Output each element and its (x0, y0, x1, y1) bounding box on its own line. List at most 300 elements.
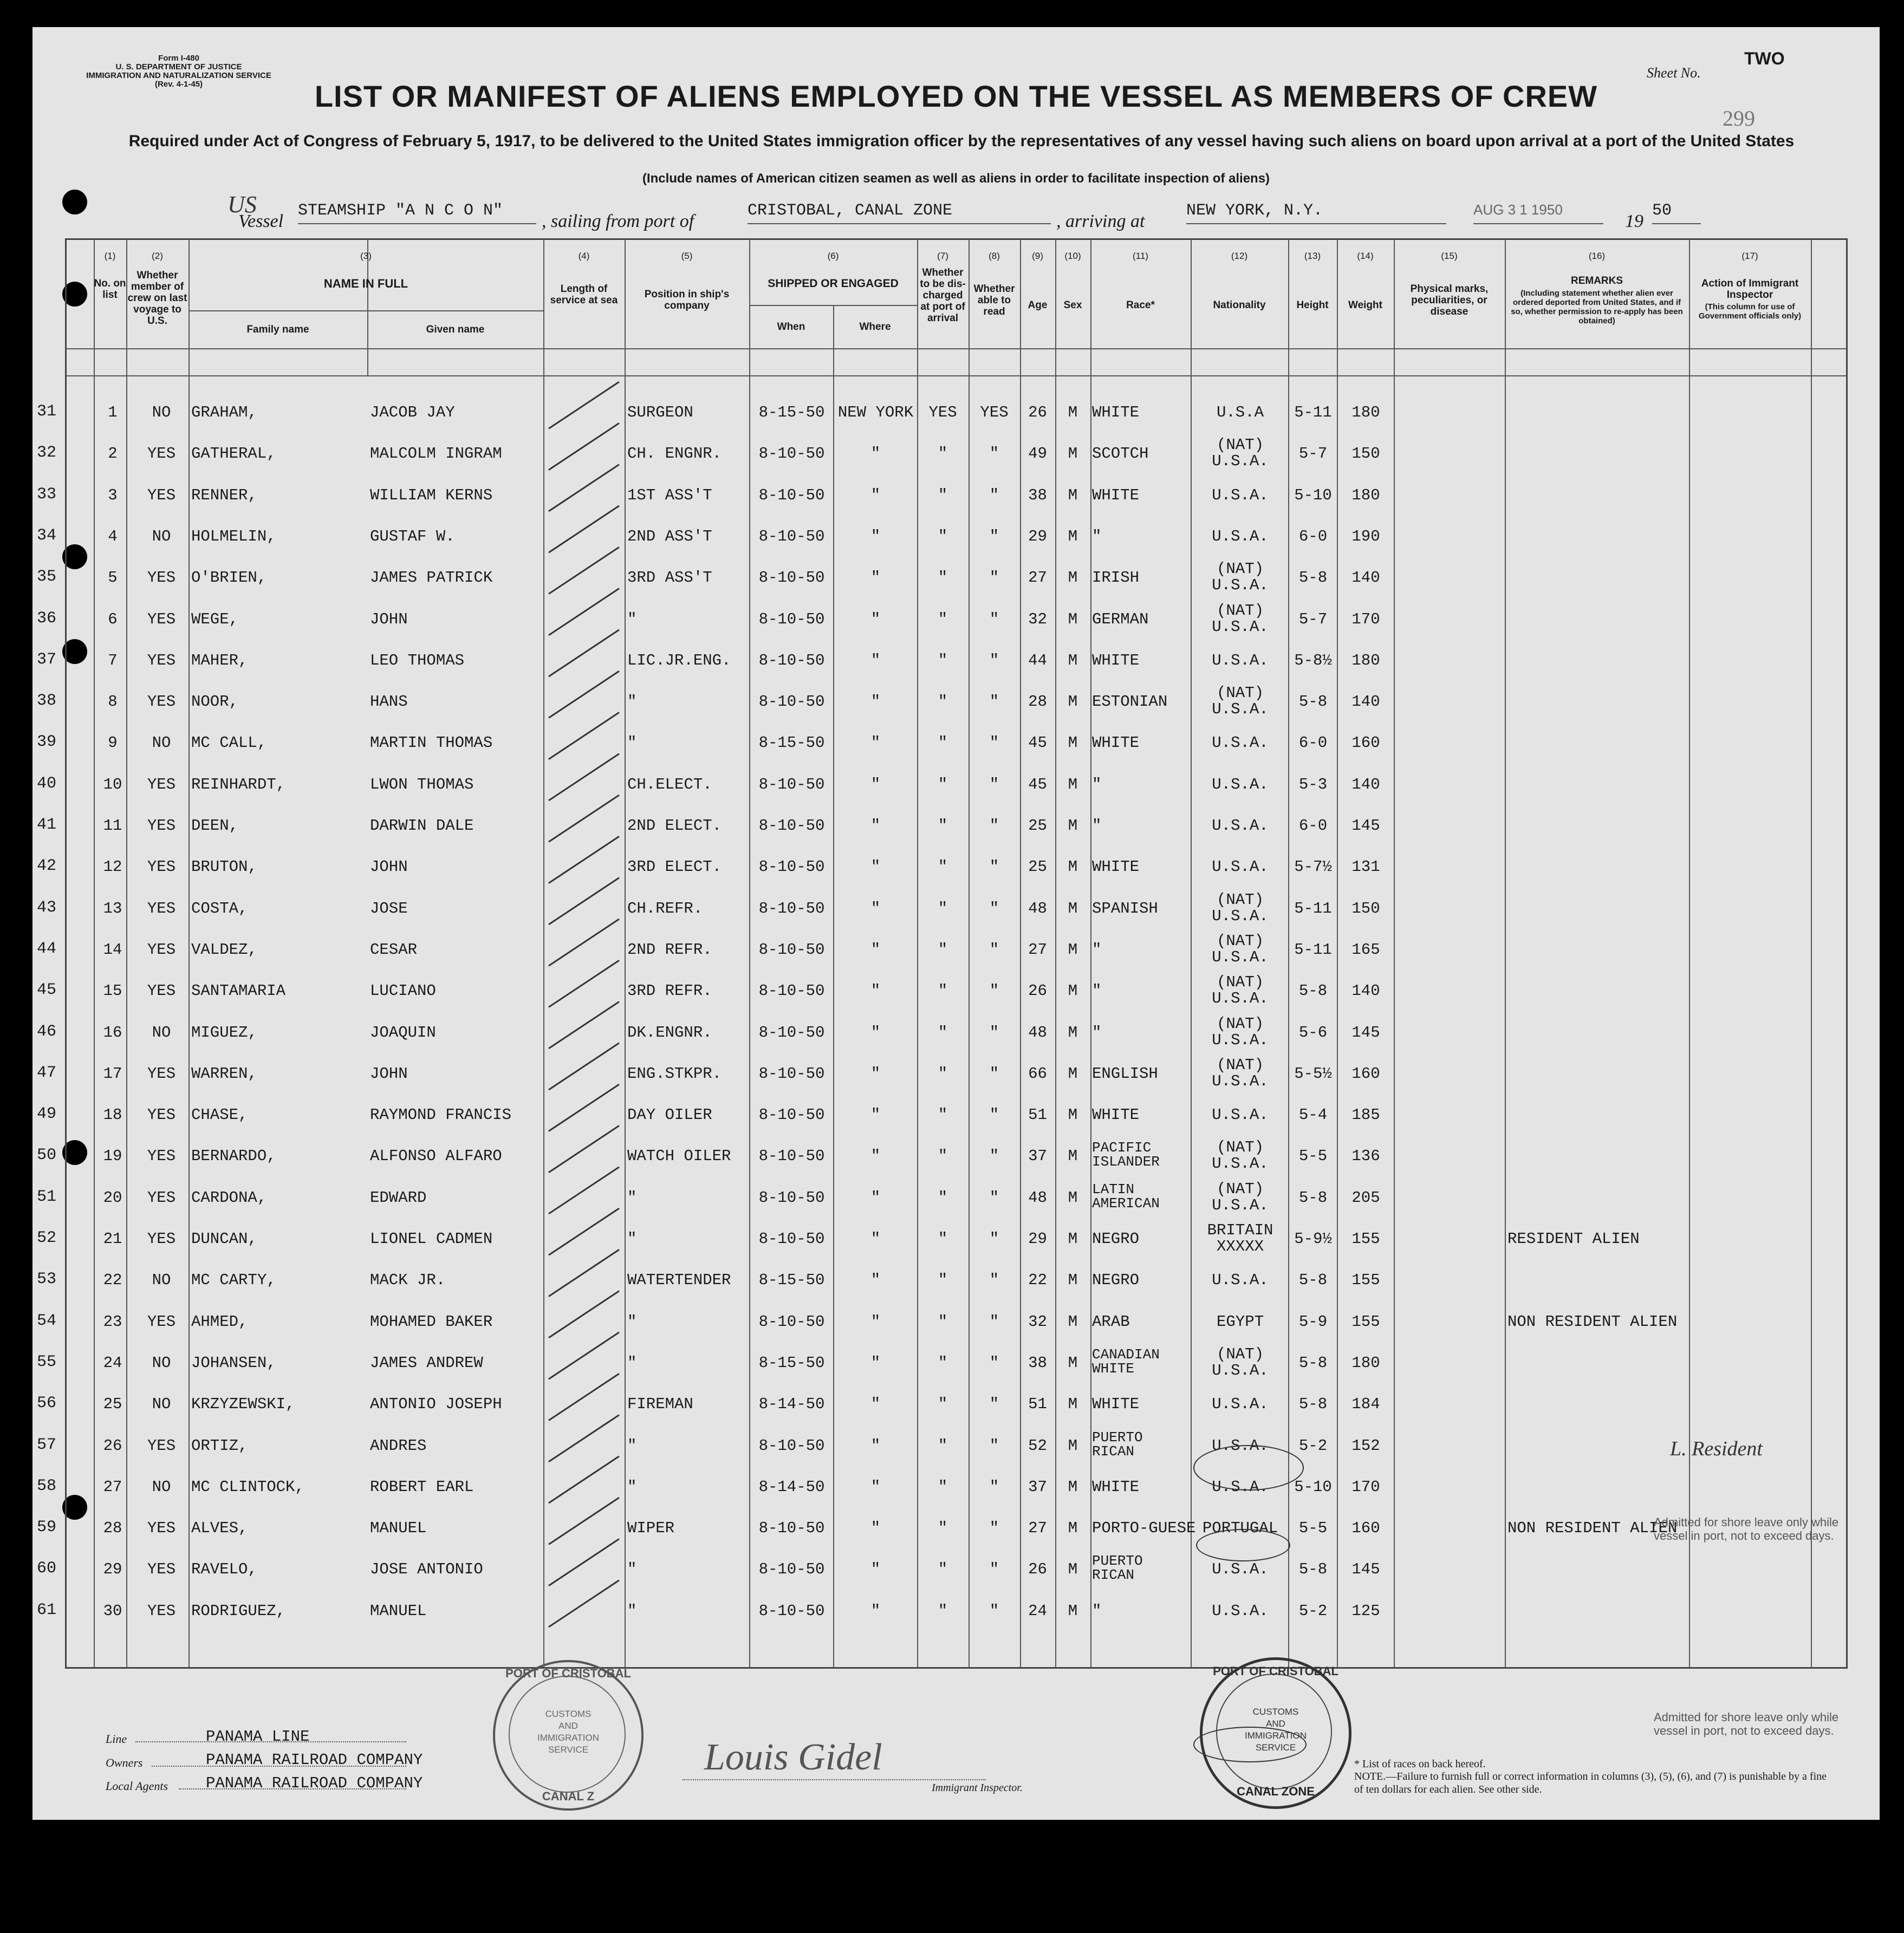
margin-number: 32 (37, 444, 57, 463)
cell-where: " (870, 1519, 881, 1538)
cell-age: 51 (1028, 1106, 1047, 1124)
cell-given: GUSTAF W. (370, 527, 455, 545)
cell-family: MC CARTY, (191, 1271, 276, 1290)
cell-family: MC CLINTOCK, (191, 1478, 304, 1496)
cell-sex: M (1068, 403, 1078, 421)
cell-when: 8-10-50 (758, 1602, 825, 1620)
cell-position: DK.ENGNR. (627, 1023, 712, 1042)
cell-read: " (989, 486, 999, 504)
cell-discharged: " (938, 610, 948, 628)
customs-seal (493, 1660, 644, 1811)
cell-age: 25 (1028, 858, 1047, 876)
cell-nationality-note: (NAT) (1216, 601, 1264, 620)
cell-when: 8-10-50 (758, 651, 825, 669)
cell-sex: M (1068, 1023, 1078, 1042)
table-row (37, 1135, 1846, 1176)
table-row (37, 764, 1846, 805)
cell-given: JOAQUIN (370, 1023, 436, 1042)
cell-no: 16 (103, 1023, 122, 1042)
circled-nationality (1196, 1529, 1290, 1561)
cell-when: 8-10-50 (758, 1064, 825, 1083)
cell-discharged: " (938, 569, 948, 587)
cell-sex: M (1068, 1353, 1078, 1372)
cell-read: " (989, 1519, 999, 1538)
header-shipped-engaged: SHIPPED OR ENGAGED (768, 277, 899, 290)
cell-position: 1ST ASS'T (627, 486, 712, 504)
cell-given: JOHN (370, 858, 408, 876)
cell-weight: 155 (1351, 1230, 1380, 1248)
header-length-service: Length of service at sea (550, 283, 618, 306)
cell-no: 20 (103, 1188, 122, 1207)
col-number: (4) (578, 251, 590, 261)
cell-read: " (989, 1560, 999, 1579)
cell-nationality-note: (NAT) (1216, 436, 1264, 454)
cell-discharged: " (938, 1353, 948, 1372)
table-row (37, 433, 1846, 474)
cell-where: " (870, 817, 881, 835)
sheet-number-label: Sheet No. (1647, 65, 1701, 81)
col-number: (1) (104, 251, 116, 261)
cell-family: BRUTON, (191, 858, 257, 876)
cell-prev: YES (147, 610, 176, 628)
cell-family: CHASE, (191, 1106, 248, 1124)
margin-number: 45 (37, 981, 57, 1000)
col-number: (12) (1231, 251, 1248, 261)
cell-race: NEGRO (1092, 1230, 1140, 1248)
margin-number: 56 (37, 1394, 57, 1413)
margin-number: 49 (37, 1105, 57, 1124)
cell-when: 8-15-50 (758, 403, 825, 421)
form-number: Form I-480 (158, 54, 199, 63)
cell-family: COSTA, (191, 899, 248, 917)
header-remarks: REMARKS (1570, 275, 1623, 287)
table-row (37, 1053, 1846, 1094)
cell-given: RAYMOND FRANCIS (370, 1106, 512, 1124)
cell-family: RODRIGUEZ, (191, 1602, 286, 1620)
cell-age: 27 (1028, 940, 1047, 959)
cell-where: " (870, 1147, 881, 1166)
cell-age: 26 (1028, 982, 1047, 1000)
cell-where: " (870, 610, 881, 628)
cell-position: " (627, 1560, 637, 1579)
col-number: (14) (1357, 251, 1374, 261)
table-row (37, 970, 1846, 1011)
cell-given: MOHAMED BAKER (370, 1312, 493, 1331)
cell-read: " (989, 1147, 999, 1166)
cell-race: NEGRO (1092, 1271, 1140, 1290)
cell-position: " (627, 1602, 637, 1620)
cell-position: 3RD REFR. (627, 982, 712, 1000)
cell-nationality-note: (NAT) (1216, 890, 1264, 909)
col-number: (11) (1133, 251, 1148, 261)
cell-nationality: U.S.A. (1212, 452, 1269, 471)
cell-sex: M (1068, 610, 1078, 628)
cell-position: ENG.STKPR. (627, 1064, 722, 1083)
cell-position: 2ND ASS'T (627, 527, 712, 545)
margin-number: 34 (37, 526, 57, 545)
cell-nationality: U.S.A. (1212, 576, 1269, 595)
sheet-number-value: TWO (1744, 49, 1785, 68)
cell-when: 8-14-50 (758, 1395, 825, 1414)
cell-race: LATIN AMERICAN (1092, 1181, 1160, 1212)
cell-when: 8-10-50 (758, 775, 825, 793)
cell-position: 3RD ASS'T (627, 569, 712, 587)
cell-when: 8-10-50 (758, 445, 825, 463)
cell-read: " (989, 1436, 999, 1455)
cell-sex: M (1068, 1436, 1078, 1455)
cell-where: " (870, 1395, 881, 1414)
cell-given: LEO THOMAS (370, 651, 465, 669)
cell-age: 32 (1028, 1312, 1047, 1331)
cell-read: " (989, 982, 999, 1000)
cell-age: 66 (1028, 1064, 1047, 1083)
table-row (37, 598, 1846, 640)
col-number: (13) (1304, 251, 1321, 261)
cell-height: 5-7 (1298, 610, 1328, 628)
cell-height: 5-11 (1294, 403, 1332, 421)
cell-nationality-note: (NAT) (1216, 560, 1264, 578)
cell-sex: M (1068, 651, 1078, 669)
cell-nationality-note: (NAT) (1216, 1345, 1264, 1363)
cell-sex: M (1068, 1147, 1078, 1166)
col-number: (17) (1741, 251, 1758, 261)
cell-height: 5-6 (1298, 1023, 1328, 1042)
cell-position: " (627, 1353, 637, 1372)
cell-discharged: " (938, 1312, 948, 1331)
arriving-label: , arriving at (1056, 211, 1145, 231)
cell-no: 7 (108, 651, 118, 669)
cell-remarks: RESIDENT ALIEN (1507, 1230, 1640, 1248)
cell-when: 8-10-50 (758, 486, 825, 504)
cell-family: JOHANSEN, (191, 1353, 276, 1372)
cell-discharged: " (938, 1271, 948, 1290)
cell-read: " (989, 527, 999, 545)
cell-race: ESTONIAN (1092, 693, 1168, 711)
cell-prev: YES (147, 899, 176, 917)
cell-sex: M (1068, 1478, 1078, 1496)
cell-nationality: U.S.A. (1212, 1031, 1269, 1049)
cell-family: REINHARDT, (191, 775, 286, 793)
cell-remarks: NON RESIDENT ALIEN (1507, 1519, 1678, 1538)
cell-where: " (870, 775, 881, 793)
seal-middle-text: CUSTOMS AND IMMIGRATION SERVICE (537, 1709, 599, 1755)
cell-sex: M (1068, 1602, 1078, 1620)
header-nationality: Nationality (1213, 300, 1266, 311)
cell-height: 6-0 (1298, 527, 1328, 545)
cell-sex: M (1068, 486, 1078, 504)
cell-where: " (870, 1560, 881, 1579)
table-row (37, 392, 1846, 433)
table-row (37, 1177, 1846, 1218)
cell-prev: NO (152, 734, 171, 752)
page-subtitle: Required under Act of Congress of February 5, 1917, to be delivered to the United States immigration officer by the representatives of any vessel having such aliens on board upon arrival at a port of the United States (128, 132, 1795, 150)
cell-read: " (989, 817, 999, 835)
cell-discharged: " (938, 982, 948, 1000)
cell-family: GATHERAL, (191, 445, 276, 463)
col-number: (9) (1032, 251, 1043, 261)
cell-read: " (989, 1478, 999, 1496)
agents-value: PANAMA RAILROAD COMPANY (206, 1774, 423, 1792)
cell-weight: 131 (1351, 858, 1380, 876)
cell-race: WHITE (1092, 858, 1140, 876)
sailing-port: CRISTOBAL, CANAL ZONE (748, 201, 1051, 224)
seal-bottom-text: CANAL Z (542, 1789, 595, 1803)
handwritten-us: US (228, 191, 257, 218)
cell-where: " (870, 693, 881, 711)
cell-nationality: U.S.A. (1212, 1602, 1269, 1620)
cell-discharged: " (938, 899, 948, 917)
cell-where: " (870, 1602, 881, 1620)
cell-discharged: " (938, 1064, 948, 1083)
cell-race: SCOTCH (1092, 445, 1149, 463)
cell-height: 5-9 (1298, 1312, 1328, 1331)
margin-number: 54 (37, 1311, 57, 1330)
cell-position: WATERTENDER (627, 1271, 731, 1290)
cell-where: " (870, 1353, 881, 1372)
cell-prev: YES (147, 1106, 176, 1124)
cell-age: 24 (1028, 1602, 1047, 1620)
form-revision: (Rev. 4-1-45) (154, 80, 203, 89)
cell-where: " (870, 734, 881, 752)
service-name: IMMIGRATION AND NATURALIZATION SERVICE (86, 71, 271, 80)
cell-family: RAVELO, (191, 1560, 257, 1579)
seal-top-text: PORT OF CRISTOBAL (1213, 1664, 1338, 1678)
cell-position: DAY OILER (627, 1106, 712, 1124)
table-row (37, 1259, 1846, 1300)
cell-nationality: U.S.A. (1212, 1155, 1269, 1173)
cell-nationality: U.S.A. (1212, 486, 1269, 504)
cell-sex: M (1068, 1395, 1078, 1414)
cell-no: 17 (103, 1064, 122, 1083)
cell-where: " (870, 569, 881, 587)
cell-when: 8-10-50 (758, 1023, 825, 1042)
cell-race: PACIFIC ISLANDER (1092, 1140, 1160, 1170)
col-number: (5) (681, 251, 693, 261)
cell-position: LIC.JR.ENG. (627, 651, 731, 669)
cell-sex: M (1068, 569, 1078, 587)
header-able-to-read: Whether able to read (973, 283, 1015, 317)
cell-nationality: U.S.A. (1212, 700, 1269, 719)
cell-height: 5-2 (1298, 1436, 1328, 1455)
cell-when: 8-10-50 (758, 858, 825, 876)
cell-family: O'BRIEN, (191, 569, 267, 587)
cell-age: 48 (1028, 1188, 1047, 1207)
cell-where: " (870, 982, 881, 1000)
cell-height: 5-3 (1298, 775, 1328, 793)
cell-age: 27 (1028, 1519, 1047, 1538)
cell-race: " (1092, 817, 1102, 835)
cell-nationality: U.S.A. (1212, 651, 1269, 669)
cell-family: HOLMELIN, (191, 527, 276, 545)
cell-nationality: U.S.A. (1212, 907, 1269, 925)
cell-read: " (989, 1602, 999, 1620)
cell-where: " (870, 1478, 881, 1496)
cell-prev: YES (147, 1064, 176, 1083)
cell-weight: 170 (1351, 610, 1380, 628)
table-row (37, 1342, 1846, 1383)
cell-nationality-note: (NAT) (1216, 684, 1264, 702)
cell-read: " (989, 1312, 999, 1331)
cell-discharged: " (938, 858, 948, 876)
cell-no: 18 (103, 1106, 122, 1124)
page-subnote: (Include names of American citizen seamen as well as aliens in order to facilitate inspection of aliens) (642, 171, 1270, 186)
cell-nationality: U.S.A. (1212, 1196, 1269, 1214)
cell-when: 8-10-50 (758, 940, 825, 959)
col-number: (16) (1588, 251, 1606, 261)
punch-hole (62, 190, 87, 214)
cell-height: 5-8 (1298, 569, 1328, 587)
cell-family: WEGE, (191, 610, 239, 628)
cell-sex: M (1068, 899, 1078, 917)
seal-bottom-text: CANAL ZONE (1237, 1785, 1315, 1798)
cell-race: WHITE (1092, 1395, 1140, 1414)
margin-number: 31 (37, 402, 57, 421)
cell-family: MAHER, (191, 651, 248, 669)
cell-given: WILLIAM KERNS (370, 486, 493, 504)
cell-prev: YES (147, 775, 176, 793)
cell-prev: YES (147, 1312, 176, 1331)
table-row (37, 557, 1846, 598)
cell-nationality: EGYPT (1216, 1312, 1264, 1331)
cell-when: 8-10-50 (758, 1560, 825, 1579)
margin-number: 41 (37, 816, 57, 834)
cell-weight: 180 (1351, 651, 1380, 669)
cell-weight: 180 (1351, 403, 1380, 421)
cell-given: JOSE ANTONIO (370, 1560, 483, 1579)
cell-weight: 170 (1351, 1478, 1380, 1496)
table-row (37, 1094, 1846, 1135)
margin-number: 59 (37, 1518, 57, 1537)
header-discharged: Whether to be dis-charged at port of arrival (920, 267, 966, 324)
cell-no: 30 (103, 1602, 122, 1620)
margin-number: 39 (37, 733, 57, 752)
cell-when: 8-10-50 (758, 527, 825, 545)
cell-sex: M (1068, 734, 1078, 752)
cell-given: LWON THOMAS (370, 775, 474, 793)
cell-discharged: " (938, 734, 948, 752)
cell-race: ARAB (1092, 1312, 1130, 1331)
cell-age: 38 (1028, 486, 1047, 504)
header-age: Age (1028, 300, 1048, 311)
table-row (37, 888, 1846, 929)
cell-given: MANUEL (370, 1602, 427, 1620)
cell-given: MARTIN THOMAS (370, 734, 493, 752)
cell-age: 27 (1028, 569, 1047, 587)
cell-height: 5-5½ (1294, 1064, 1332, 1083)
cell-read: " (989, 1230, 999, 1248)
margin-number: 60 (37, 1559, 57, 1578)
cell-discharged: " (938, 1436, 948, 1455)
owners-value: PANAMA RAILROAD COMPANY (206, 1751, 423, 1769)
cell-given: JOHN (370, 1064, 408, 1083)
cell-weight: 155 (1351, 1271, 1380, 1290)
cell-given: CESAR (370, 940, 418, 959)
cell-nationality-note: (NAT) (1216, 973, 1264, 992)
col-number: (10) (1064, 251, 1081, 261)
cell-no: 5 (108, 569, 118, 587)
cell-when: 8-15-50 (758, 734, 825, 752)
table-row (37, 722, 1846, 763)
shore-leave-stamp: Admitted for shore leave only while vessel in port, not to exceed days. (1654, 1515, 1839, 1543)
cell-nationality: U.S.A. (1212, 1361, 1269, 1379)
cell-weight: 145 (1351, 817, 1380, 835)
cell-nationality: U.S.A. (1212, 1478, 1269, 1496)
cell-position: FIREMAN (627, 1395, 693, 1414)
cell-prev: NO (152, 527, 171, 545)
cell-read: " (989, 1023, 999, 1042)
header-height: Height (1296, 300, 1329, 311)
cell-where: " (870, 486, 881, 504)
cell-given: MANUEL (370, 1519, 427, 1538)
cell-height: 5-8 (1298, 1271, 1328, 1290)
cell-sex: M (1068, 693, 1078, 711)
cell-read: " (989, 734, 999, 752)
cell-when: 8-15-50 (758, 1271, 825, 1290)
cell-discharged: " (938, 486, 948, 504)
cell-weight: 140 (1351, 982, 1380, 1000)
cell-family: DUNCAN, (191, 1230, 257, 1248)
cell-prev: NO (152, 1478, 171, 1496)
cell-prev: NO (152, 403, 171, 421)
cell-read: " (989, 775, 999, 793)
year-value: 50 (1652, 201, 1701, 224)
cell-where: " (870, 1106, 881, 1124)
cell-sex: M (1068, 1106, 1078, 1124)
cell-race: " (1092, 775, 1102, 793)
cell-prev: YES (147, 940, 176, 959)
cell-position: " (627, 1312, 637, 1331)
arrival-date-stamp: AUG 3 1 1950 (1473, 201, 1603, 224)
margin-number: 51 (37, 1187, 57, 1206)
cell-no: 12 (103, 858, 122, 876)
cell-age: 32 (1028, 610, 1047, 628)
cell-family: SANTAMARIA (191, 982, 286, 1000)
cell-race: SPANISH (1092, 899, 1158, 917)
cell-no: 11 (103, 817, 122, 835)
cell-race: WHITE (1092, 1478, 1140, 1496)
cell-sex: M (1068, 1188, 1078, 1207)
cell-read: " (989, 858, 999, 876)
cell-position: 2ND ELECT. (627, 817, 722, 835)
cell-height: 5-5 (1298, 1147, 1328, 1166)
cell-race: CANADIAN WHITE (1092, 1346, 1160, 1377)
cell-discharged: " (938, 817, 948, 835)
cell-given: EDWARD (370, 1188, 427, 1207)
margin-number: 50 (37, 1146, 57, 1165)
cell-where: " (870, 1064, 881, 1083)
header-name-in-full: NAME IN FULL (323, 277, 408, 290)
table-row (37, 1590, 1846, 1631)
cell-family: KRZYZEWSKI, (191, 1395, 295, 1414)
cell-age: 38 (1028, 1353, 1047, 1372)
table-row (37, 474, 1846, 516)
cell-nationality: U.S.A (1216, 403, 1264, 421)
table-row (37, 640, 1846, 681)
cell-weight: 190 (1351, 527, 1380, 545)
cell-given: DARWIN DALE (370, 817, 474, 835)
margin-number: 36 (37, 609, 57, 628)
cell-sex: M (1068, 858, 1078, 876)
cell-where: " (870, 858, 881, 876)
department-name: U. S. DEPARTMENT OF JUSTICE (115, 62, 242, 71)
cell-no: 15 (103, 982, 122, 1000)
cell-read: " (989, 445, 999, 463)
cell-no: 24 (103, 1353, 122, 1372)
cell-nationality-note: (NAT) (1216, 1056, 1264, 1074)
cell-height: 5-10 (1294, 1478, 1332, 1496)
cell-discharged: " (938, 1106, 948, 1124)
cell-age: 44 (1028, 651, 1047, 669)
